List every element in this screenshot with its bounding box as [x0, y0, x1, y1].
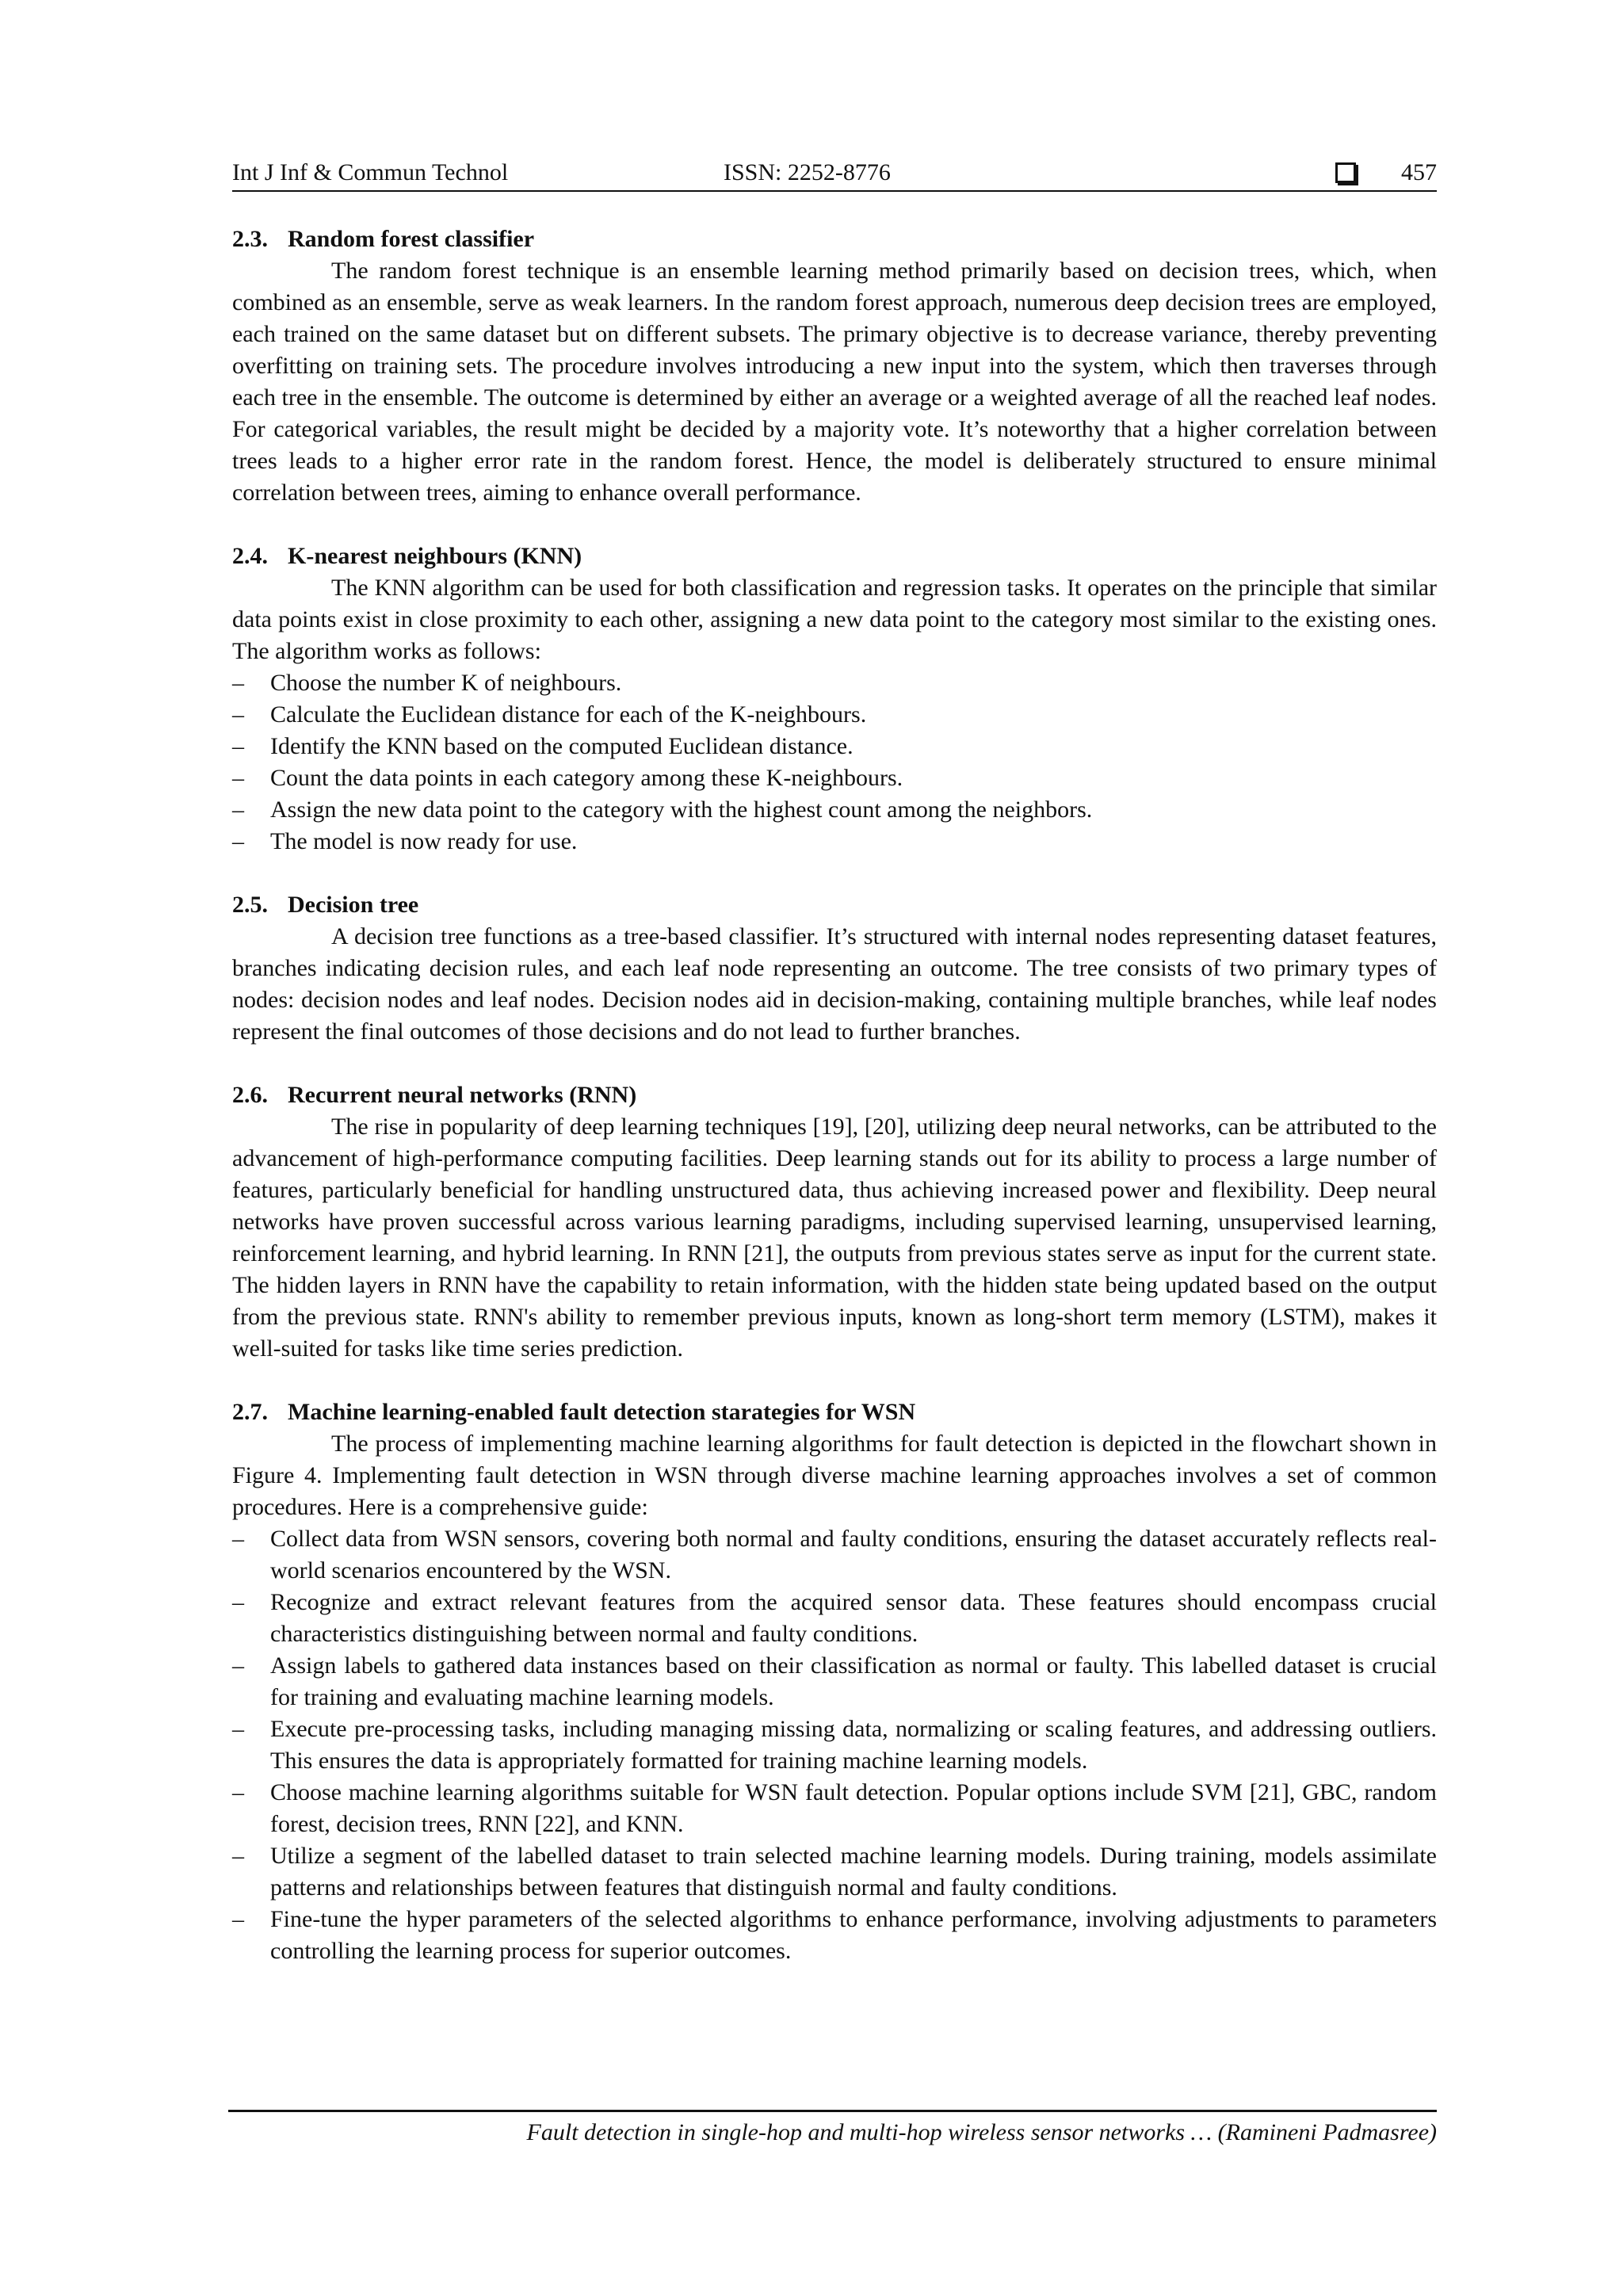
dash-marker: –: [232, 797, 244, 823]
section-heading: [232, 541, 1437, 572]
list-item: – Execute pre-processing tasks, including managing missing data, normalizing or scaling features, and addressing outliers. This ensures the data is appropriately formatted for training machine learning models.: [232, 1713, 1437, 1777]
dash-marker: –: [232, 1652, 244, 1679]
issn: ISSN: 2252-8776: [724, 159, 891, 185]
list-item: – Assign labels to gathered data instances based on their classification as normal or faulty. This labelled dataset is crucial for training and evaluating machine learning models.: [232, 1650, 1437, 1713]
list-item: – Fine-tune the hyper parameters of the selected algorithms to enhance performance, involving adjustments to parameters controlling the learning process for superior outcomes.: [232, 1904, 1437, 1967]
dash-marker: –: [232, 1716, 244, 1742]
dash-marker: –: [232, 1589, 244, 1615]
section-number: 2.3.: [232, 226, 268, 252]
header-rule: [232, 190, 1437, 192]
journal-name: Int J Inf & Commun Technol: [232, 159, 509, 185]
paragraph: The KNN algorithm can be used for both classification and regression tasks. It operates on the principle that similar data points exist in close proximity to each other, assigning a new data point to the category most similar to the existing ones. The algorithm works as follows:: [232, 575, 1437, 664]
dash-marker: –: [232, 701, 244, 728]
checkbox-square-icon: [1335, 162, 1356, 183]
section-random-forest: [232, 223, 1437, 509]
section-decision-tree: [232, 889, 1437, 1048]
dash-marker: –: [232, 1906, 244, 1932]
list-item: – Recognize and extract relevant features from the acquired sensor data. These features should encompass crucial characteristics distinguishing between normal and faulty conditions.: [232, 1587, 1437, 1650]
section-number: 2.4.: [232, 543, 268, 569]
dash-marker: –: [232, 1526, 244, 1552]
section-knn: [232, 541, 1437, 858]
section-title: Random forest classifier: [288, 226, 535, 252]
dash-marker: –: [232, 1843, 244, 1869]
section-title: Decision tree: [288, 892, 419, 918]
list-item: – Collect data from WSN sensors, covering both normal and faulty conditions, ensuring the dataset accurately reflects real-world scenarios encountered by the WSN.: [232, 1523, 1437, 1587]
section-title: Recurrent neural networks (RNN): [288, 1082, 637, 1108]
footer-citation: Fault detection in single-hop and multi-hop wireless sensor networks … (Ramineni Padmasree): [526, 2119, 1437, 2145]
section-rnn: [232, 1079, 1437, 1365]
list-item: – Choose machine learning algorithms suitable for WSN fault detection. Popular options include SVM [21], GBC, random forest, decision trees, RNN [22], and KNN.: [232, 1777, 1437, 1840]
section-fault-detection-strategies: [232, 1396, 1437, 1967]
section-heading: [232, 223, 1437, 255]
page: [232, 155, 1437, 1967]
bullet-list: [232, 1523, 1437, 1967]
dash-marker: –: [232, 765, 244, 791]
list-item: – Identify the KNN based on the computed Euclidean distance.: [232, 731, 1437, 762]
paragraph: A decision tree functions as a tree-based classifier. It’s structured with internal nodes representing dataset features, branches indicating decision rules, and each leaf node representing an outcome. The tree consists of two primary types of nodes: decision nodes and leaf nodes. Decision nodes aid in decision-making, containing multiple branches, while leaf nodes represent the final outcomes of those decisions and do not lead to further branches.: [232, 923, 1437, 1045]
list-item: – Calculate the Euclidean distance for each of the K-neighbours.: [232, 699, 1437, 731]
dash-marker: –: [232, 828, 244, 854]
bullet-list: [232, 667, 1437, 858]
section-heading: [232, 1079, 1437, 1111]
page-number: 457: [1401, 159, 1437, 185]
dash-marker: –: [232, 670, 244, 696]
section-title: K-nearest neighbours (KNN): [288, 543, 582, 569]
list-item: – Choose the number K of neighbours.: [232, 667, 1437, 699]
paragraph: The process of implementing machine learning algorithms for fault detection is depicted in the flowchart shown in Figure 4. Implementing fault detection in WSN through diverse machine learning approaches involves a set of common procedures. Here is a comprehensive guide:: [232, 1431, 1437, 1520]
list-item: – Utilize a segment of the labelled dataset to train selected machine learning models. During training, models assimilate patterns and relationships between features that distinguish normal and faulty conditions.: [232, 1840, 1437, 1904]
section-number: 2.6.: [232, 1082, 268, 1108]
body-content: [232, 223, 1437, 1967]
list-item: – Assign the new data point to the category with the highest count among the neighbors.: [232, 794, 1437, 826]
running-header: [232, 155, 1437, 190]
section-heading: [232, 1396, 1437, 1428]
section-heading: [232, 889, 1437, 921]
dash-marker: –: [232, 1779, 244, 1805]
section-number: 2.5.: [232, 892, 268, 918]
running-footer: [228, 2110, 1437, 2150]
section-number: 2.7.: [232, 1399, 268, 1425]
list-item: – Count the data points in each category among these K-neighbours.: [232, 762, 1437, 794]
paragraph: The random forest technique is an ensemble learning method primarily based on decision trees, which, when combined as an ensemble, serve as weak learners. In the random forest approach, numerous deep decision trees are employed, each trained on the same dataset but on different subsets. The primary objective is to decrease variance, thereby preventing overfitting on training sets. The procedure involves introducing a new input into the system, which then traverses through each tree in the ensemble. The outcome is determined by either an average or a weighted average of all the reached leaf nodes. For categorical variables, the result might be decided by a majority vote. It’s noteworthy that a higher correlation between trees leads to a higher error rate in the random forest. Hence, the model is deliberately structured to ensure minimal correlation between trees, aiming to enhance overall performance.: [232, 258, 1437, 506]
paragraph: The rise in popularity of deep learning techniques [19], [20], utilizing deep neural networks, can be attributed to the advancement of high-performance computing facilities. Deep learning stands out for its ability to process a large number of features, particularly beneficial for handling unstructured data, thus achieving increased power and flexibility. Deep neural networks have proven successful across various learning paradigms, including supervised learning, unsupervised learning, reinforcement learning, and hybrid learning. In RNN [21], the outputs from previous states serve as input for the current state. The hidden layers in RNN have the capability to retain information, with the hidden state being updated based on the output from the previous state. RNN's ability to remember previous inputs, known as long-short term memory (LSTM), makes it well-suited for tasks like time series prediction.: [232, 1114, 1437, 1362]
section-title: Machine learning-enabled fault detection starategies for WSN: [288, 1399, 916, 1425]
list-item: – The model is now ready for use.: [232, 826, 1437, 858]
footer-rule: [228, 2110, 1437, 2112]
dash-marker: –: [232, 733, 244, 759]
